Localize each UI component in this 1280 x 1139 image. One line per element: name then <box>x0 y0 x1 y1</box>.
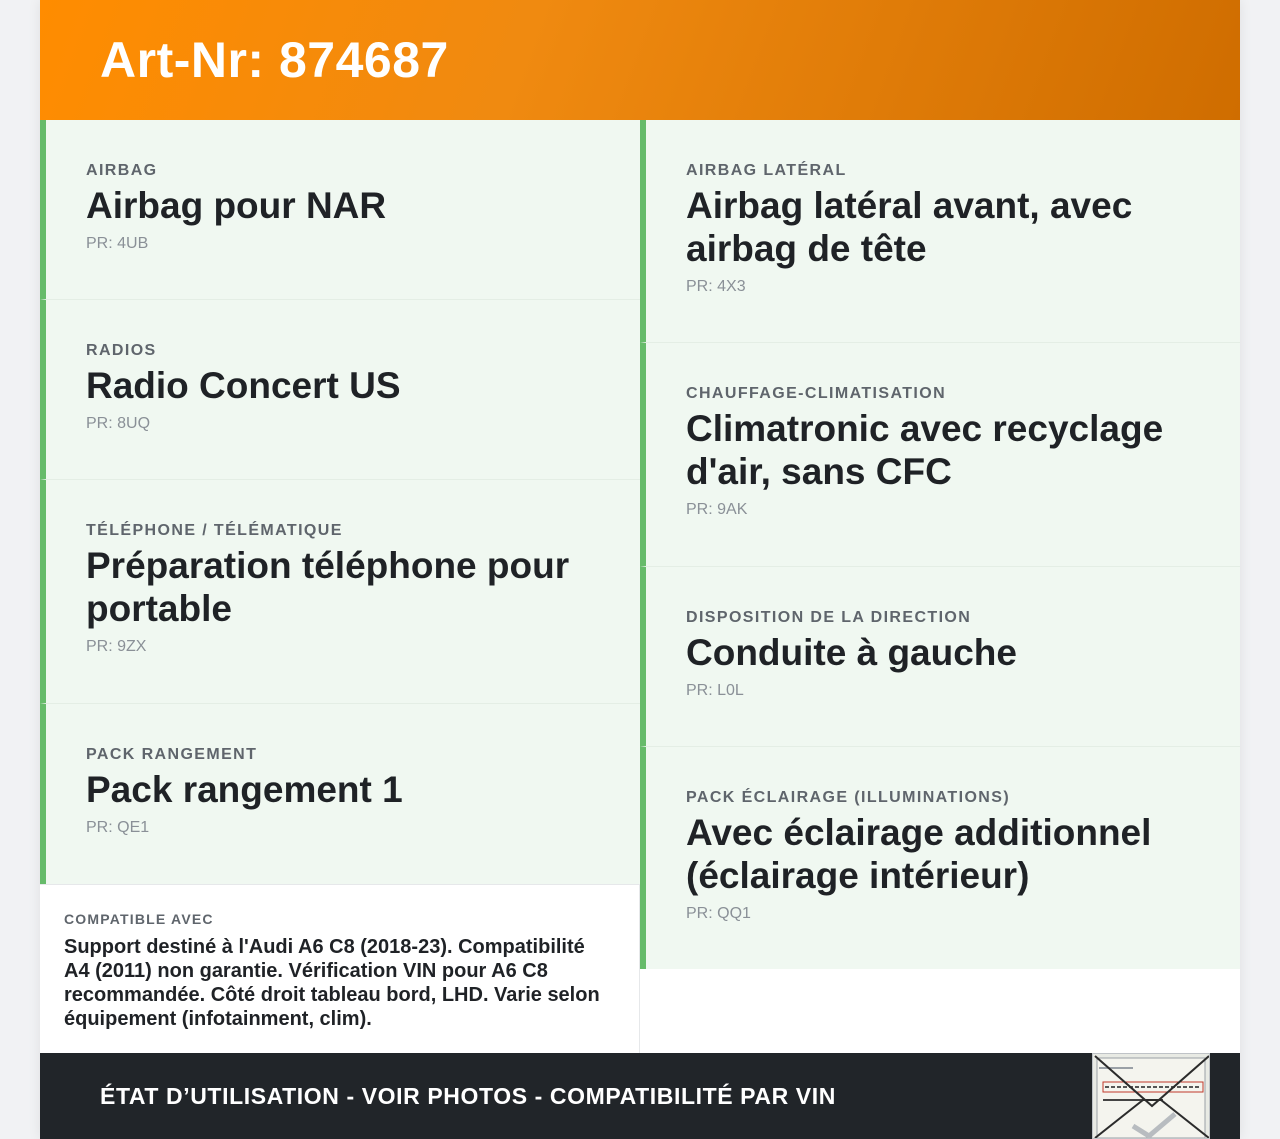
option-card <box>640 120 1240 343</box>
option-title: Pack rangement 1 <box>86 769 403 810</box>
option-title: Airbag latéral avant, avec airbag de tête <box>686 185 1133 269</box>
footer-text: ÉTAT D’UTILISATION - VOIR PHOTOS - COMPATIBILITÉ PAR VIN <box>100 1082 836 1109</box>
option-title: Avec éclairage additionnel (éclairage intérieur) <box>686 812 1152 896</box>
option-category: PACK RANGEMENT <box>86 746 258 763</box>
option-card <box>640 567 1240 747</box>
option-category: PACK ÉCLAIRAGE (ILLUMINATIONS) <box>686 789 1011 806</box>
option-category: CHAUFFAGE-CLIMATISATION <box>686 385 947 402</box>
product-sheet <box>40 0 1240 1139</box>
option-category: TÉLÉPHONE / TÉLÉMATIQUE <box>86 522 343 539</box>
option-title: Conduite à gauche <box>686 632 1017 673</box>
compatibility-text: Support destiné à l'Audi A6 C8 (2018-23). Compatibilité A4 (2011) non garantie. Vérification VIN pour A6 C8 recommandée. Côté droit tableau bord, LHD. Varie selon équipement (infotainment, clim). <box>64 936 600 1030</box>
page-title: Art-Nr: 874687 <box>100 32 449 88</box>
option-title: Préparation téléphone pour portable <box>86 545 570 629</box>
option-pr-code: PR: 4UB <box>86 235 149 252</box>
option-pr-code: PR: 8UQ <box>86 415 151 432</box>
option-category: RADIOS <box>86 342 157 359</box>
option-category: AIRBAG LATÉRAL <box>686 162 847 179</box>
label-sticker-photo-icon[interactable] <box>1092 1053 1210 1139</box>
option-card <box>40 480 640 704</box>
compatibility-label: COMPATIBLE AVEC <box>64 911 214 927</box>
option-category: DISPOSITION DE LA DIRECTION <box>686 609 972 626</box>
footer-bar <box>40 1053 1240 1139</box>
options-grid <box>40 120 1240 1053</box>
header-bar <box>40 0 1240 120</box>
option-card <box>40 704 640 884</box>
option-pr-code: PR: QQ1 <box>686 905 751 922</box>
option-title: Radio Concert US <box>86 365 401 406</box>
option-pr-code: PR: L0L <box>686 682 744 699</box>
option-card <box>40 300 640 480</box>
option-card <box>40 120 640 300</box>
option-title: Climatronic avec recyclage d'air, sans CFC <box>686 408 1164 492</box>
compatibility-box <box>40 884 640 1053</box>
option-card <box>640 747 1240 969</box>
option-pr-code: PR: 4X3 <box>686 278 746 295</box>
option-title: Airbag pour NAR <box>86 185 387 226</box>
option-pr-code: PR: 9AK <box>686 501 748 518</box>
option-card <box>640 343 1240 567</box>
option-category: AIRBAG <box>86 162 158 179</box>
option-pr-code: PR: QE1 <box>86 819 150 836</box>
option-pr-code: PR: 9ZX <box>86 638 147 655</box>
